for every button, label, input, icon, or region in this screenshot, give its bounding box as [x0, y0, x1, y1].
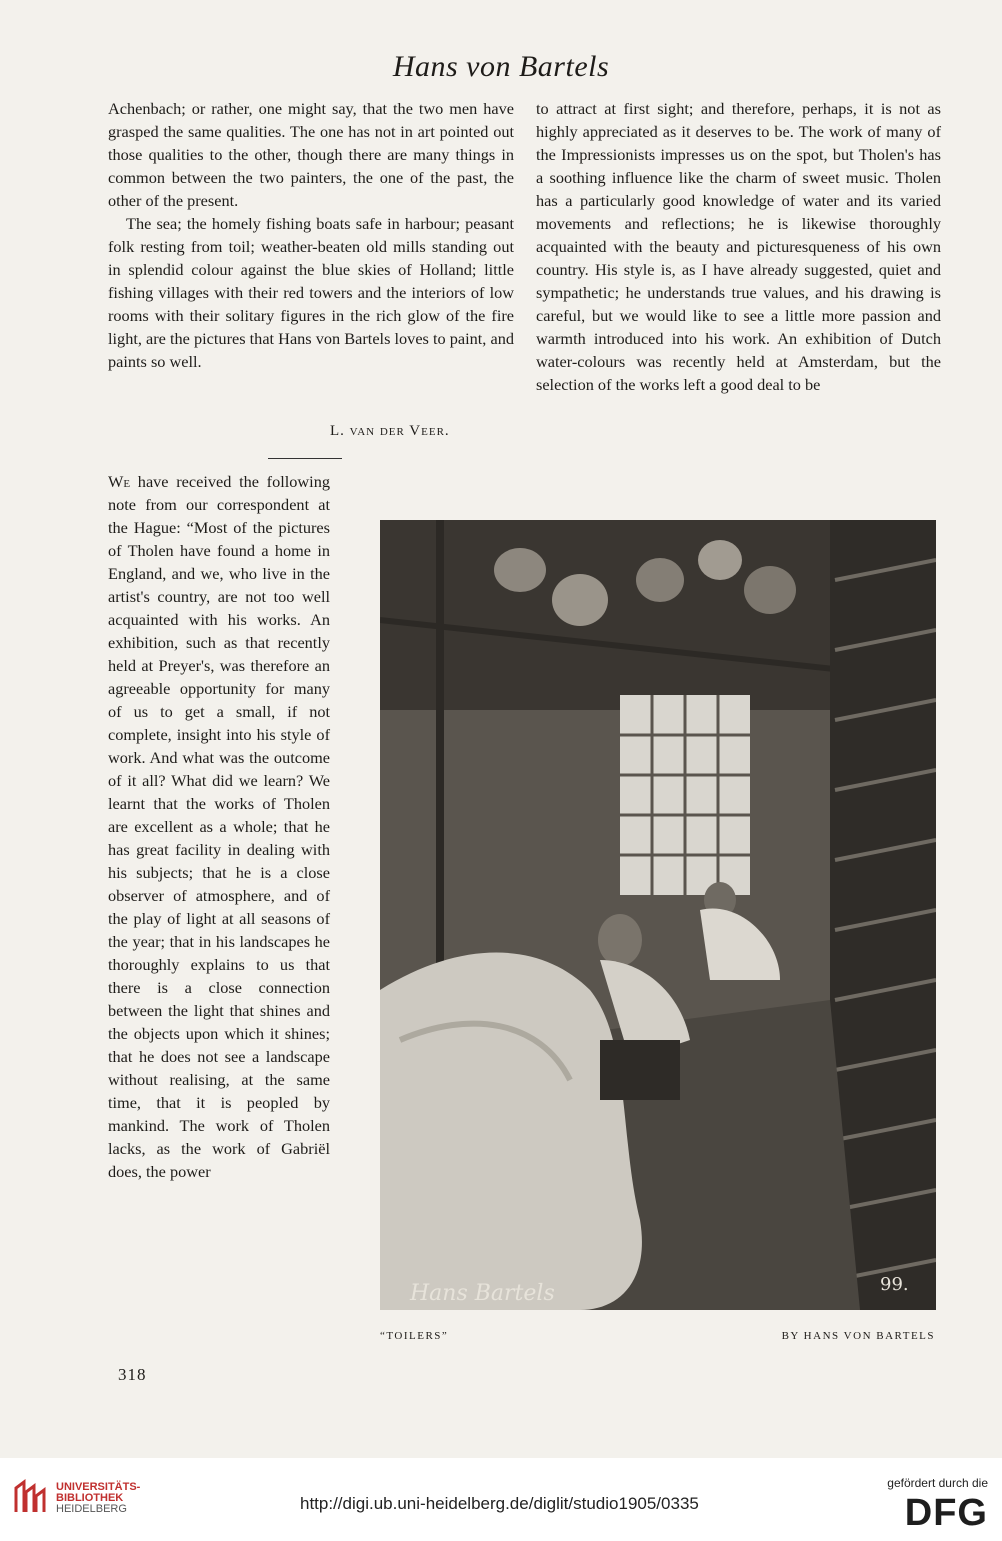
paragraph: Achenbach; or rather, one might say, that the two men have grasped the same qualities. The one has not in art pointed out those qualities to the other, though there are many things in common between the two painters, the one of the past, the other of the present. — [108, 99, 514, 210]
left-column-bottom — [108, 470, 330, 1183]
library-logo-icon — [10, 1478, 50, 1518]
lead-word: We — [108, 472, 131, 491]
paragraph: have received the following note from our correspondent at the Hague: “Most of the pictures of Tholen have found a home in England, and we, who live in the artist's country, are not too well acquainted with his works. An exhibition, such as that recently held at Preyer's, was therefore an agreeable opportunity for many of us to get a small, if not complete, insight into his style of work. And what was the outcome of it all? What did we learn? We learnt that the works of Tholen are excellent as a whole; that he has great facility in dealing with his subjects; that he is a close observer of atmosphere, and of the play of light at all seasons of the year; that in his landscapes he thoroughly explains to us that there is a close connection between the light that shines and the objects upon which it shines; that he does not see a landscape without realising, at the same time, that it is peopled by mankind. The work of Tholen lacks, as the work of Gabriël does, the power — [108, 472, 330, 1181]
paragraph: to attract at first sight; and therefore, perhaps, it is not as highly appreciated as it deserves to be. The work of many of the Impressionists impresses us on the spot, but Tholen's has a soothing influence like the charm of sweet music. Tholen has a particularly good knowledge of water and its varied movements and reflections; he is likewise thoroughly acquainted with the beauty and picturesqueness of his own country. His style is, as I have already suggested, quiet and sympathetic; he understands true values, and his drawing is careful, but we would like to see a little more passion and warmth introduced into his work. An exhibition of Dutch water-colours was recently held at Amsterdam, but the selection of the works left a good deal to be — [536, 99, 941, 394]
funding-note: gefördert durch die — [887, 1476, 988, 1490]
library-name: UNIVERSITÄTS- BIBLIOTHEK HEIDELBERG — [56, 1481, 141, 1515]
dfg-logo: DFG — [904, 1492, 988, 1534]
right-column-top — [536, 97, 941, 396]
left-column-top — [108, 97, 514, 373]
illustration-toilers — [380, 520, 936, 1310]
painting-image — [380, 520, 936, 1310]
page-title: Hans von Bartels — [392, 50, 610, 83]
digitization-footer — [0, 1458, 1002, 1541]
source-url-link[interactable]: http://digi.ub.uni-heidelberg.de/diglit/studio1905/0335 — [300, 1494, 699, 1513]
caption-credit: BY HANS VON BARTELS — [781, 1330, 935, 1342]
section-divider — [268, 458, 342, 459]
paragraph: The sea; the homely fishing boats safe in harbour; peasant folk resting from toil; weather-beaten old mills standing out in splendid colour against the blue skies of Holland; little fishing villages with their red towers and the interiors of low rooms with their solitary figures in the rich glow of the fire light, are the pictures that Hans von Bartels loves to paint, and paints so well. — [108, 214, 514, 371]
caption-title: “TOILERS” — [380, 1330, 449, 1342]
page-number: 318 — [118, 1365, 147, 1384]
painting-date: 99. — [880, 1274, 909, 1295]
author-signature: L. van der Veer. — [330, 423, 450, 439]
painter-signature: Hans Bartels — [410, 1281, 555, 1306]
